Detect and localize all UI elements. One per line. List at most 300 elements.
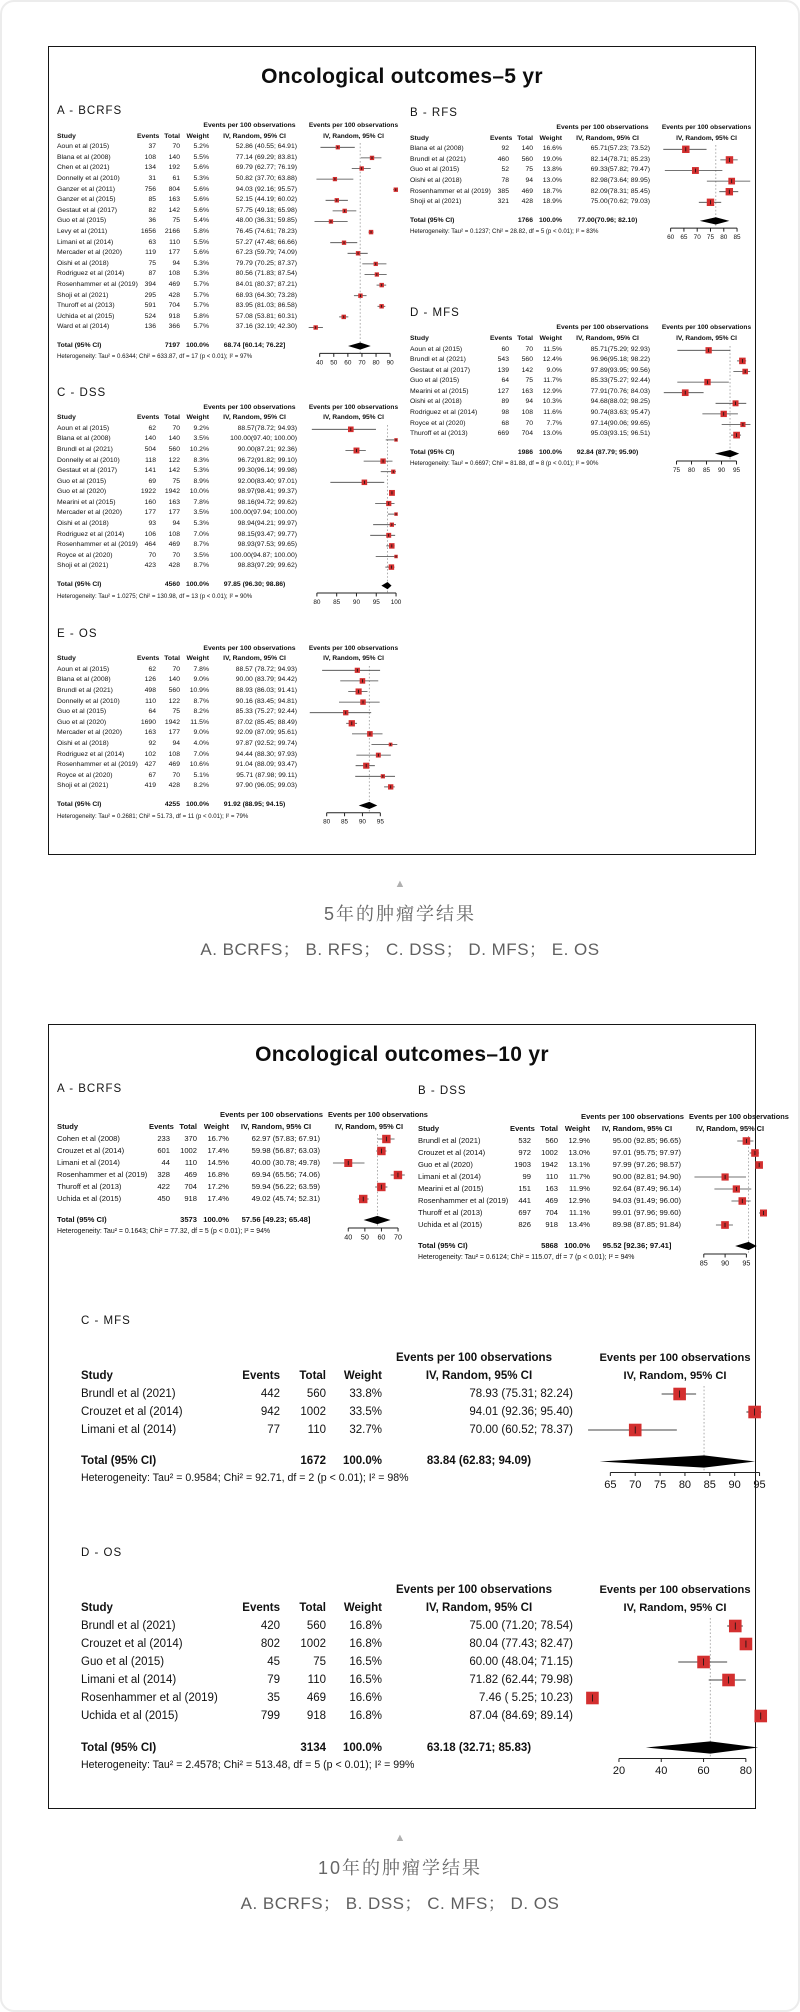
weight-cell: 19.0% bbox=[542, 155, 562, 163]
weight-cell: 5.3% bbox=[193, 467, 209, 475]
axis-tick-label: 90 bbox=[352, 598, 361, 606]
weight-cell: 12.9% bbox=[568, 1135, 590, 1145]
study-row bbox=[410, 187, 652, 198]
total-cell: 75 bbox=[525, 377, 533, 385]
study-cell: Royce et al (2020) bbox=[57, 551, 113, 559]
weight-cell: 10.3% bbox=[542, 398, 562, 406]
weight-cell: 10.6% bbox=[189, 761, 209, 769]
total-cell: 122 bbox=[168, 456, 180, 464]
total-cell: Total bbox=[517, 134, 533, 142]
total-cell: 1672 bbox=[300, 1455, 326, 1468]
axis-tick-label: 70 bbox=[693, 234, 701, 242]
forest-row bbox=[714, 1185, 751, 1192]
ci-cell: 87.04 (84.69; 89.14) bbox=[469, 1710, 573, 1723]
events-cell: 45 bbox=[267, 1656, 280, 1669]
total-cell: 163 bbox=[168, 498, 180, 506]
study-cell: Rodriguez et al (2014) bbox=[57, 530, 125, 538]
ci-cell: 100.00(97.94; 100.00) bbox=[230, 509, 297, 517]
events-cell: 441 bbox=[518, 1195, 531, 1205]
forest-table bbox=[418, 1111, 683, 1261]
study-row bbox=[57, 686, 299, 697]
ci-cell: 75.00(70.62; 79.03) bbox=[590, 198, 650, 206]
study-row bbox=[57, 781, 299, 792]
total-cell: 110 bbox=[169, 238, 180, 246]
events-cell: 504 bbox=[144, 445, 156, 453]
weight-cell: 13.0% bbox=[568, 1147, 590, 1157]
events-cell: 756 bbox=[144, 185, 156, 193]
ci-cell: 67.23 (59.79; 74.09) bbox=[235, 249, 297, 257]
events-cell: 422 bbox=[157, 1181, 170, 1191]
study-row bbox=[418, 1159, 683, 1171]
total-cell: 428 bbox=[168, 562, 180, 570]
events-cell: 524 bbox=[144, 312, 156, 320]
obs-header bbox=[410, 123, 652, 134]
weight-cell: 3.5% bbox=[193, 551, 209, 559]
study-cell: Brundl et al (2021) bbox=[57, 687, 113, 695]
events-cell: 35 bbox=[267, 1692, 280, 1705]
total-cell: 560 bbox=[545, 1135, 558, 1145]
total-row bbox=[57, 1214, 322, 1226]
heterogeneity-note: Heterogeneity: Tau² = 0.1643; Chi² = 77.32, df = 5 (p < 0.01); I² = 94% bbox=[57, 1227, 271, 1235]
weight-cell: 5.7% bbox=[193, 323, 209, 331]
total-cell: 177 bbox=[168, 509, 180, 517]
subplot-label: B - DSS bbox=[418, 1084, 467, 1097]
obs-header bbox=[57, 403, 299, 414]
weight-cell: 8.2% bbox=[193, 708, 209, 716]
events-cell: 826 bbox=[518, 1219, 531, 1229]
total-cell: 560 bbox=[521, 155, 533, 163]
study-cell: Study bbox=[57, 655, 76, 663]
study-row bbox=[81, 1385, 575, 1403]
events-cell: 1656 bbox=[140, 227, 156, 235]
weight-cell: 7.8% bbox=[193, 665, 209, 673]
forest-plot-column bbox=[658, 323, 755, 481]
total-cell: 704 bbox=[521, 430, 533, 438]
total-cell: 428 bbox=[521, 198, 533, 206]
total-cell: 3134 bbox=[300, 1741, 326, 1754]
axis-tick-label: 95 bbox=[376, 818, 384, 826]
weight-cell: 12.9% bbox=[542, 387, 562, 395]
panel-5yr-left-column bbox=[57, 105, 402, 834]
events-cell: Events bbox=[490, 134, 513, 142]
total-cell: 704 bbox=[184, 1181, 197, 1191]
total-cell: 560 bbox=[168, 687, 180, 695]
forest-row bbox=[356, 752, 390, 757]
study-cell: Mercader et al (2020) bbox=[57, 509, 122, 517]
study-row bbox=[410, 144, 652, 155]
study-cell: Aoun et al (2015) bbox=[57, 665, 110, 673]
forest-plot-svg bbox=[658, 144, 755, 249]
study-cell: Cohen et al (2008) bbox=[57, 1133, 120, 1143]
column-header-row bbox=[410, 134, 652, 145]
weight-cell: 10.2% bbox=[189, 445, 209, 453]
weight-cell: 13.0% bbox=[542, 176, 562, 184]
total-cell: 704 bbox=[545, 1207, 558, 1217]
forest-row bbox=[346, 720, 357, 726]
total-cell: 1942 bbox=[164, 488, 180, 496]
study-row bbox=[57, 1169, 322, 1181]
events-cell: 697 bbox=[518, 1207, 531, 1217]
study-row bbox=[410, 165, 652, 176]
study-cell: Limani et al (2014) bbox=[81, 1423, 177, 1436]
total-row bbox=[81, 1452, 575, 1470]
ci-cell: 88.57 (78.72; 94.93) bbox=[235, 665, 297, 673]
study-cell: Limani et al (2014) bbox=[81, 1674, 177, 1687]
ci-cell: 94.44 (88.30; 97.93) bbox=[235, 750, 297, 758]
forest-table bbox=[81, 1581, 575, 1771]
study-cell: Blana et al (2008) bbox=[57, 676, 111, 684]
events-cell: 669 bbox=[497, 430, 509, 438]
axis-tick-label: 90 bbox=[728, 1478, 741, 1491]
study-row bbox=[57, 163, 299, 174]
axis-tick-label: 40 bbox=[655, 1765, 668, 1778]
ci-cell: 69.33(57.82; 79.47) bbox=[590, 166, 650, 174]
forest-plot-column bbox=[305, 121, 402, 375]
ci-cell: 85.71(75.29; 92.93) bbox=[590, 345, 650, 353]
events-cell: 44 bbox=[161, 1157, 170, 1167]
forest-table bbox=[57, 403, 299, 600]
total-cell: 918 bbox=[168, 312, 180, 320]
axis-tick-label: 80 bbox=[678, 1478, 692, 1491]
forest-row bbox=[737, 1137, 753, 1145]
weight-cell: 12.4% bbox=[542, 356, 562, 364]
study-cell: Total (95% CI) bbox=[57, 341, 102, 349]
forest-row bbox=[352, 731, 382, 737]
heterogeneity-note: Heterogeneity: Tau² = 0.6344; Chi² = 633.87, df = 17 (p < 0.01); I² = 97% bbox=[57, 353, 253, 361]
events-cell: 75 bbox=[148, 259, 156, 267]
forest-row bbox=[665, 167, 723, 174]
forest-row bbox=[361, 156, 381, 160]
study-row bbox=[81, 1653, 575, 1671]
events-cell: Events bbox=[242, 1369, 280, 1382]
total-cell: 70 bbox=[172, 551, 180, 559]
axis-tick-label: 85 bbox=[703, 1478, 716, 1491]
ci-cell: IV, Random, 95% CI bbox=[223, 655, 286, 663]
study-row bbox=[57, 540, 299, 551]
ci-cell: IV, Random, 95% CI bbox=[223, 414, 286, 422]
study-row bbox=[81, 1617, 575, 1635]
study-cell: Oishi et al (2018) bbox=[57, 520, 109, 528]
total-cell: 469 bbox=[545, 1195, 558, 1205]
forest-row bbox=[330, 241, 357, 245]
total-cell: 110 bbox=[307, 1423, 326, 1436]
weight-cell: 16.6% bbox=[349, 1692, 382, 1705]
forest-row bbox=[389, 490, 395, 496]
subplot-10yr-dss bbox=[418, 1084, 789, 1277]
ci-cell: IV, Random, 95% CI bbox=[223, 132, 286, 140]
axis-tick-label: 40 bbox=[344, 1232, 353, 1242]
events-cell: 102 bbox=[144, 750, 156, 758]
total-cell: 70 bbox=[525, 345, 533, 353]
forest-row bbox=[370, 533, 395, 538]
forest-row bbox=[373, 522, 396, 526]
plot-model-header: IV, Random, 95% CI bbox=[323, 655, 384, 663]
ci-cell: 92.64 (87.49; 96.14) bbox=[612, 1183, 681, 1193]
study-row bbox=[57, 195, 299, 206]
ci-cell: 94.01 (92.36; 95.40) bbox=[469, 1405, 573, 1418]
events-cell: 802 bbox=[260, 1638, 280, 1651]
ci-cell: 76.45 (74.61; 78.23) bbox=[235, 227, 297, 235]
ci-cell: 57.08 (53.81; 60.31) bbox=[235, 312, 297, 320]
weight-cell: 16.5% bbox=[349, 1674, 382, 1687]
subplot-label: C - MFS bbox=[81, 1314, 131, 1327]
total-cell: Total bbox=[540, 1123, 558, 1133]
total-cell: 94 bbox=[172, 259, 180, 267]
study-cell: Donnelly et al (2010) bbox=[57, 456, 120, 464]
spacer bbox=[81, 1725, 575, 1739]
events-cell: 37 bbox=[148, 143, 156, 151]
study-row bbox=[57, 718, 299, 729]
forest-row bbox=[330, 479, 384, 485]
events-cell: 126 bbox=[144, 676, 156, 684]
forest-row bbox=[354, 294, 367, 298]
study-row bbox=[57, 1193, 322, 1205]
study-row bbox=[57, 771, 299, 782]
plot-obs-header: Events per 100 observations bbox=[661, 124, 752, 131]
axis-tick-label: 75 bbox=[706, 234, 715, 242]
forest-row bbox=[339, 315, 348, 319]
forest-row bbox=[709, 1674, 746, 1687]
total-cell: 142 bbox=[521, 366, 533, 374]
study-row bbox=[81, 1635, 575, 1653]
ci-cell: 78.93 (75.31; 82.24) bbox=[469, 1387, 573, 1400]
ci-cell: 57.75 (49.18; 65.98) bbox=[235, 206, 297, 214]
study-row bbox=[57, 269, 299, 280]
total-cell: 1766 bbox=[517, 216, 533, 224]
study-cell: Royce et al (2020) bbox=[57, 771, 113, 779]
weight-cell: 8.2% bbox=[193, 782, 209, 790]
events-cell: 423 bbox=[144, 562, 156, 570]
study-cell: Brundl et al (2021) bbox=[57, 445, 113, 453]
ci-cell: 94.68(88.02; 98.25) bbox=[590, 398, 650, 406]
axis-tick-label: 70 bbox=[629, 1478, 642, 1491]
study-row bbox=[57, 551, 299, 562]
weight-cell: 100.0% bbox=[185, 580, 209, 588]
events-cell: 60 bbox=[501, 345, 509, 353]
forest-row bbox=[754, 1710, 767, 1723]
forest-row bbox=[750, 1149, 759, 1157]
weight-cell: 11.5% bbox=[543, 345, 562, 353]
weight-cell: 16.5% bbox=[349, 1656, 382, 1669]
study-row bbox=[57, 142, 299, 153]
forest-row bbox=[320, 145, 354, 149]
study-cell: Total (95% CI) bbox=[410, 448, 455, 456]
plot-model-header: IV, Random, 95% CI bbox=[695, 1123, 765, 1133]
study-row bbox=[57, 312, 299, 323]
study-cell: Rosenhammer et al (2019) bbox=[57, 280, 138, 288]
events-cell: 127 bbox=[497, 387, 509, 395]
study-cell: Total (95% CI) bbox=[418, 1240, 468, 1250]
ci-cell: 77.00(70.96; 82.10) bbox=[577, 216, 638, 224]
caption-5yr bbox=[2, 879, 798, 960]
events-cell: 85 bbox=[148, 196, 156, 204]
ci-cell: 37.16 (32.19; 42.30) bbox=[235, 323, 297, 331]
obs-header-label: Events per 100 observations bbox=[581, 1111, 684, 1121]
events-cell: 543 bbox=[497, 356, 509, 364]
events-cell: 1690 bbox=[140, 718, 156, 726]
study-cell: Ward et al (2014) bbox=[57, 323, 110, 331]
ci-cell: 99.30(96.14; 99.98) bbox=[237, 467, 297, 475]
subplot-label: B - RFS bbox=[410, 107, 458, 119]
ci-cell: 85.33(75.27; 92.44) bbox=[590, 377, 650, 385]
ci-cell: 97.99 (97.26; 98.57) bbox=[612, 1159, 681, 1169]
events-cell: 62 bbox=[148, 665, 156, 673]
ci-cell: 90.74(83.63; 95.47) bbox=[590, 409, 650, 417]
events-cell: 87 bbox=[148, 270, 156, 278]
total-cell: 918 bbox=[306, 1710, 326, 1723]
total-cell: 366 bbox=[168, 323, 180, 331]
study-cell: Thuroff et al (2013) bbox=[57, 1181, 122, 1191]
caption-5yr-legend: A. BCRFS； B. RFS； C. DSS； D. MFS； E. OS bbox=[200, 939, 600, 959]
study-cell: Donnelly et al (2010) bbox=[57, 174, 120, 182]
ci-cell: 97.89(93.95; 99.56) bbox=[590, 366, 650, 374]
ci-cell: 77.14 (69.29; 83.81) bbox=[235, 153, 297, 161]
forest-row bbox=[368, 230, 373, 234]
obs-header bbox=[57, 644, 299, 655]
events-cell: 68 bbox=[501, 419, 509, 427]
forest-row bbox=[385, 564, 394, 569]
ci-cell: 52.86 (40.55; 64.91) bbox=[235, 143, 297, 151]
ci-cell: 59.98 (56.87; 63.03) bbox=[251, 1145, 320, 1155]
weight-cell: 9.0% bbox=[546, 366, 562, 374]
study-row bbox=[81, 1671, 575, 1689]
axis-tick-label: 85 bbox=[333, 598, 341, 606]
events-cell: 427 bbox=[144, 761, 156, 769]
weight-cell: 8.7% bbox=[193, 697, 209, 705]
events-cell: 69 bbox=[148, 477, 156, 485]
total-cell: 469 bbox=[168, 280, 180, 288]
ci-cell: IV, Random, 95% CI bbox=[425, 1602, 533, 1615]
forest-row bbox=[588, 1423, 677, 1436]
forest-row bbox=[664, 389, 704, 396]
study-cell: Guo et al (2015) bbox=[410, 377, 460, 385]
total-cell: 918 bbox=[184, 1193, 197, 1203]
axis-tick-label: 85 bbox=[699, 1258, 708, 1268]
total-cell: 1986 bbox=[517, 448, 533, 456]
forest-row bbox=[375, 1182, 387, 1190]
study-row bbox=[57, 1145, 322, 1157]
study-cell: Brundl et al (2021) bbox=[410, 155, 466, 163]
weight-cell: 17.4% bbox=[207, 1145, 229, 1155]
study-cell: Ganzer et al (2015) bbox=[57, 196, 116, 204]
total-cell: 75 bbox=[172, 708, 180, 716]
events-cell: 36 bbox=[148, 217, 156, 225]
events-cell: 77 bbox=[267, 1423, 280, 1436]
study-cell: Study bbox=[418, 1123, 440, 1133]
weight-cell: 9.2% bbox=[193, 424, 209, 432]
weight-cell: 13.8% bbox=[542, 166, 562, 174]
weight-cell: 5.7% bbox=[193, 291, 209, 299]
study-cell: Total (95% CI) bbox=[81, 1741, 157, 1754]
study-row bbox=[81, 1421, 575, 1439]
ci-cell: IV, Random, 95% CI bbox=[240, 1121, 312, 1131]
study-row bbox=[57, 1157, 322, 1169]
ci-cell: 85.33 (75.27; 92.44) bbox=[235, 708, 297, 716]
study-row bbox=[57, 259, 299, 270]
ci-cell: 98.93(97.53; 99.65) bbox=[237, 541, 297, 549]
total-cell: 469 bbox=[306, 1692, 326, 1705]
spacer bbox=[57, 333, 299, 341]
axis-tick-label: 80 bbox=[720, 234, 728, 242]
weight-cell: 11.1% bbox=[569, 1207, 590, 1217]
forest-row bbox=[716, 1221, 733, 1229]
study-cell: Shoji et al (2021) bbox=[410, 198, 462, 206]
forest-row bbox=[333, 209, 357, 213]
total-cell: 560 bbox=[168, 445, 180, 453]
ci-cell: 80.04 (77.43; 82.47) bbox=[469, 1638, 573, 1651]
divider-triangle-icon: ▲ bbox=[394, 877, 406, 890]
caption-10yr bbox=[2, 1833, 798, 1914]
forest-table bbox=[57, 1109, 322, 1235]
events-cell: 79 bbox=[267, 1674, 280, 1687]
total-cell: 110 bbox=[184, 1157, 197, 1167]
ci-cell: 82.09(78.31; 85.45) bbox=[590, 187, 650, 195]
events-cell: 62 bbox=[148, 424, 156, 432]
total-cell: 163 bbox=[168, 196, 180, 204]
study-row bbox=[81, 1403, 575, 1421]
column-header-row bbox=[57, 132, 299, 143]
study-row bbox=[57, 174, 299, 185]
ci-cell: 95.00 (92.85; 96.65) bbox=[612, 1135, 681, 1145]
ci-cell: 69.94 (65.56; 74.06) bbox=[251, 1169, 320, 1179]
study-cell: Limani et al (2014) bbox=[57, 238, 114, 246]
total-cell: 108 bbox=[168, 270, 180, 278]
study-row bbox=[57, 665, 299, 676]
total-cell: 122 bbox=[168, 697, 180, 705]
caption-10yr-legend: A. BCRFS； B. DSS； C. MFS； D. OS bbox=[240, 1893, 560, 1913]
study-cell: Total (95% CI) bbox=[57, 580, 102, 588]
study-cell: Mercader et al (2020) bbox=[57, 249, 122, 257]
axis-tick-label: 65 bbox=[680, 234, 688, 242]
weight-cell: 7.0% bbox=[193, 750, 209, 758]
forest-row bbox=[345, 447, 365, 453]
total-cell: 428 bbox=[168, 291, 180, 299]
forest-row bbox=[702, 410, 738, 416]
ci-cell: 92.00(83.40; 97.01) bbox=[237, 477, 297, 485]
events-cell: Events bbox=[137, 132, 160, 140]
study-cell: Uchida et al (2015) bbox=[418, 1219, 483, 1229]
events-cell: 460 bbox=[497, 155, 509, 163]
ci-cell: 68.93 (64.30; 73.28) bbox=[235, 291, 297, 299]
events-cell: 108 bbox=[144, 153, 156, 161]
total-cell: Total bbox=[164, 414, 180, 422]
axis-tick-label: 85 bbox=[702, 466, 711, 474]
axis-tick-label: 90 bbox=[721, 1258, 730, 1268]
total-cell: 140 bbox=[168, 153, 180, 161]
study-cell: Rosenhammer et al (2019) bbox=[418, 1195, 509, 1205]
total-row bbox=[81, 1739, 575, 1757]
plot-model-header: IV, Random, 95% CI bbox=[623, 1369, 727, 1382]
spacer bbox=[57, 792, 299, 800]
study-cell: Oishi et al (2018) bbox=[57, 259, 109, 267]
study-row bbox=[410, 408, 652, 419]
subplot-5yr-rfs bbox=[410, 107, 755, 249]
total-cell: Total bbox=[299, 1369, 326, 1382]
ci-cell: 40.00 (30.78; 49.78) bbox=[251, 1157, 320, 1167]
axis-tick-label: 80 bbox=[323, 818, 331, 826]
events-cell: 799 bbox=[260, 1710, 280, 1723]
study-cell: Crouzet et al (2014) bbox=[418, 1147, 486, 1157]
study-row bbox=[57, 750, 299, 761]
events-cell: Events bbox=[137, 414, 160, 422]
study-cell: Guo et al (2015) bbox=[81, 1656, 165, 1669]
axis-tick-label: 80 bbox=[739, 1765, 752, 1778]
total-cell: 2166 bbox=[164, 227, 180, 235]
ci-cell: 79.79 (70.25; 87.37) bbox=[235, 259, 297, 267]
weight-cell: 5.8% bbox=[193, 312, 209, 320]
study-cell: Rodriguez et al (2014) bbox=[57, 750, 125, 758]
total-cell: 1002 bbox=[180, 1145, 197, 1155]
